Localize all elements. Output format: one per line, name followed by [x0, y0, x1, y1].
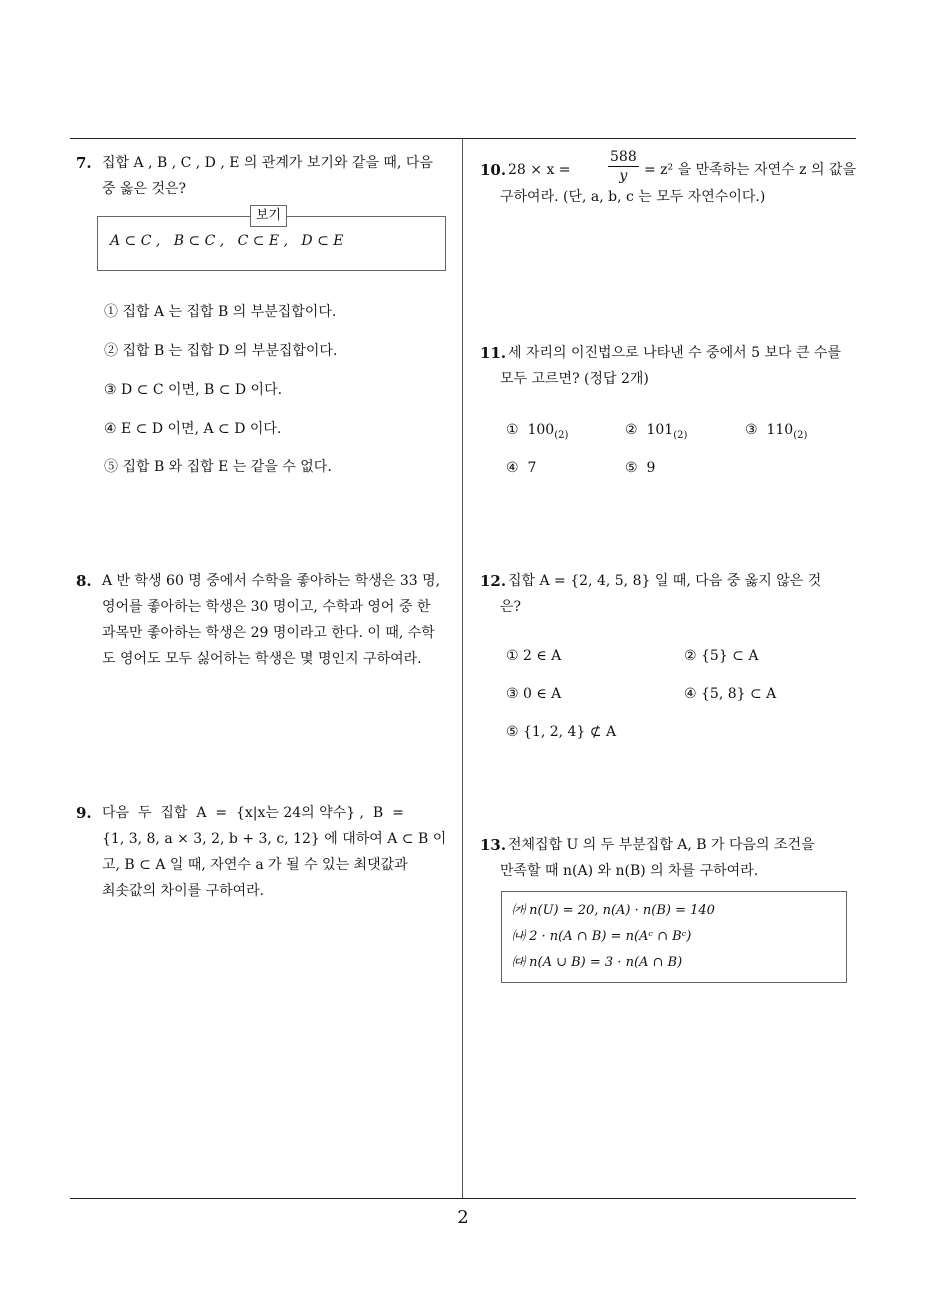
question-line: A 반 학생 60 명 중에서 수학을 좋아하는 학생은 33 명, — [102, 573, 441, 589]
question-number: 9. — [76, 804, 92, 822]
option-5[interactable]: ⑤ 집합 B 와 집합 E 는 같을 수 없다. — [104, 459, 332, 475]
question-8 — [76, 568, 458, 672]
fraction-numerator: 588 — [610, 149, 637, 165]
fraction-denominator: y — [619, 168, 628, 184]
bogi-label: 보기 — [250, 205, 287, 227]
top-rule — [70, 138, 856, 139]
question-number: 8. — [76, 572, 92, 590]
option-mark: ④ — [506, 460, 519, 476]
question-line: 은? — [500, 599, 522, 615]
option-4[interactable] — [506, 458, 536, 478]
question-text — [500, 568, 860, 620]
question-10 — [480, 150, 860, 210]
question-line: {1, 3, 8, a × 3, 2, b + 3, c, 12} 에 대하여 A ⊂ B 이 — [102, 831, 447, 847]
question-number: 7. — [76, 154, 92, 172]
question-line: 전체집합 U 의 두 부분집합 A, B 가 다음의 조건을 — [508, 837, 815, 853]
option-3[interactable] — [745, 420, 807, 446]
question-number: 13. — [480, 836, 507, 854]
question-text — [102, 568, 458, 672]
question-line: 도 영어도 모두 싫어하는 학생은 몇 명인지 구하여라. — [102, 651, 422, 667]
condition-box — [501, 891, 847, 983]
option-2[interactable]: ② {5} ⊂ A — [684, 648, 759, 664]
column-divider — [462, 139, 463, 1198]
condition-ga: ㈎ n(U) = 20, n(A) · n(B) = 140 — [512, 903, 715, 918]
question-7 — [76, 150, 456, 202]
question-text — [500, 832, 860, 884]
question-line: 다음 두 집합 A = {x|x는 24의 약수} , B = — [102, 805, 404, 821]
bottom-rule — [70, 1198, 856, 1199]
question-number: 10. — [480, 161, 507, 179]
question-number: 12. — [480, 572, 507, 590]
question-9 — [76, 800, 458, 904]
bogi-content: A ⊂ C , B ⊂ C , C ⊂ E , D ⊂ E — [110, 233, 344, 249]
question-line: 세 자리의 이진법으로 나타낸 수 중에서 5 보다 큰 수를 — [508, 345, 841, 361]
question-12 — [480, 568, 860, 620]
option-value: 9 — [646, 460, 656, 476]
option-mark: ② — [625, 422, 638, 438]
option-4[interactable]: ④ {5, 8} ⊂ A — [684, 686, 777, 702]
option-2[interactable] — [625, 420, 687, 446]
question-line: 모두 고르면? (정답 2개) — [500, 371, 649, 387]
option-value: 101 — [646, 422, 674, 438]
question-text — [500, 340, 860, 392]
option-base: (2) — [793, 429, 808, 441]
question-11 — [480, 340, 860, 392]
equation-left: 28 × x = — [508, 162, 571, 178]
question-text — [102, 150, 456, 202]
option-2[interactable]: ② 집합 B 는 집합 D 의 부분집합이다. — [104, 343, 338, 359]
question-line: 영어를 좋아하는 학생은 30 명이고, 수학과 영어 중 한 — [102, 599, 431, 615]
fraction — [608, 148, 639, 185]
equation-right: = z² 을 만족하는 자연수 z 의 값을 — [644, 162, 857, 178]
option-5[interactable] — [625, 458, 655, 478]
condition-da: ㈐ n(A ∪ B) = 3 · n(A ∩ B) — [512, 955, 683, 970]
equation-line — [508, 150, 860, 188]
option-1[interactable] — [506, 420, 568, 446]
question-line: 최솟값의 차이를 구하여라. — [102, 883, 265, 899]
option-5[interactable]: ⑤ {1, 2, 4} ⊄ A — [506, 724, 617, 740]
option-mark: ③ — [745, 422, 758, 438]
question-number: 11. — [480, 344, 507, 362]
condition-na: ㈏ 2 · n(A ∩ B) = n(Aᶜ ∩ Bᶜ) — [512, 929, 692, 944]
page-number: 2 — [457, 1207, 469, 1228]
question-line: 만족할 때 n(A) 와 n(B) 의 차를 구하여라. — [500, 863, 759, 879]
option-mark: ① — [506, 422, 519, 438]
option-4[interactable]: ④ E ⊂ D 이면, A ⊂ D 이다. — [104, 421, 282, 437]
question-text — [102, 800, 458, 904]
option-value: 7 — [527, 460, 537, 476]
option-1[interactable]: ① 집합 A 는 집합 B 의 부분집합이다. — [104, 304, 337, 320]
question-line: 집합 A , B , C , D , E 의 관계가 보기와 같을 때, 다음 — [102, 155, 433, 171]
option-base: (2) — [673, 429, 688, 441]
question-line: 과목만 좋아하는 학생은 29 명이라고 한다. 이 때, 수학 — [102, 625, 435, 641]
question-line: 구하여라. (단, a, b, c 는 모두 자연수이다.) — [500, 189, 766, 205]
question-line: 고, B ⊂ A 일 때, 자연수 a 가 될 수 있는 최댓값과 — [102, 857, 408, 873]
option-1[interactable]: ① 2 ∈ A — [506, 648, 562, 664]
option-value: 100 — [527, 422, 555, 438]
question-line: 중 옳은 것은? — [102, 181, 187, 197]
question-13 — [480, 832, 860, 884]
option-mark: ⑤ — [625, 460, 638, 476]
option-base: (2) — [554, 429, 569, 441]
option-3[interactable]: ③ 0 ∈ A — [506, 686, 562, 702]
option-value: 110 — [766, 422, 794, 438]
option-3[interactable]: ③ D ⊂ C 이면, B ⊂ D 이다. — [104, 382, 283, 398]
question-line: 집합 A = {2, 4, 5, 8} 일 때, 다음 중 옳지 않은 것 — [508, 573, 822, 589]
